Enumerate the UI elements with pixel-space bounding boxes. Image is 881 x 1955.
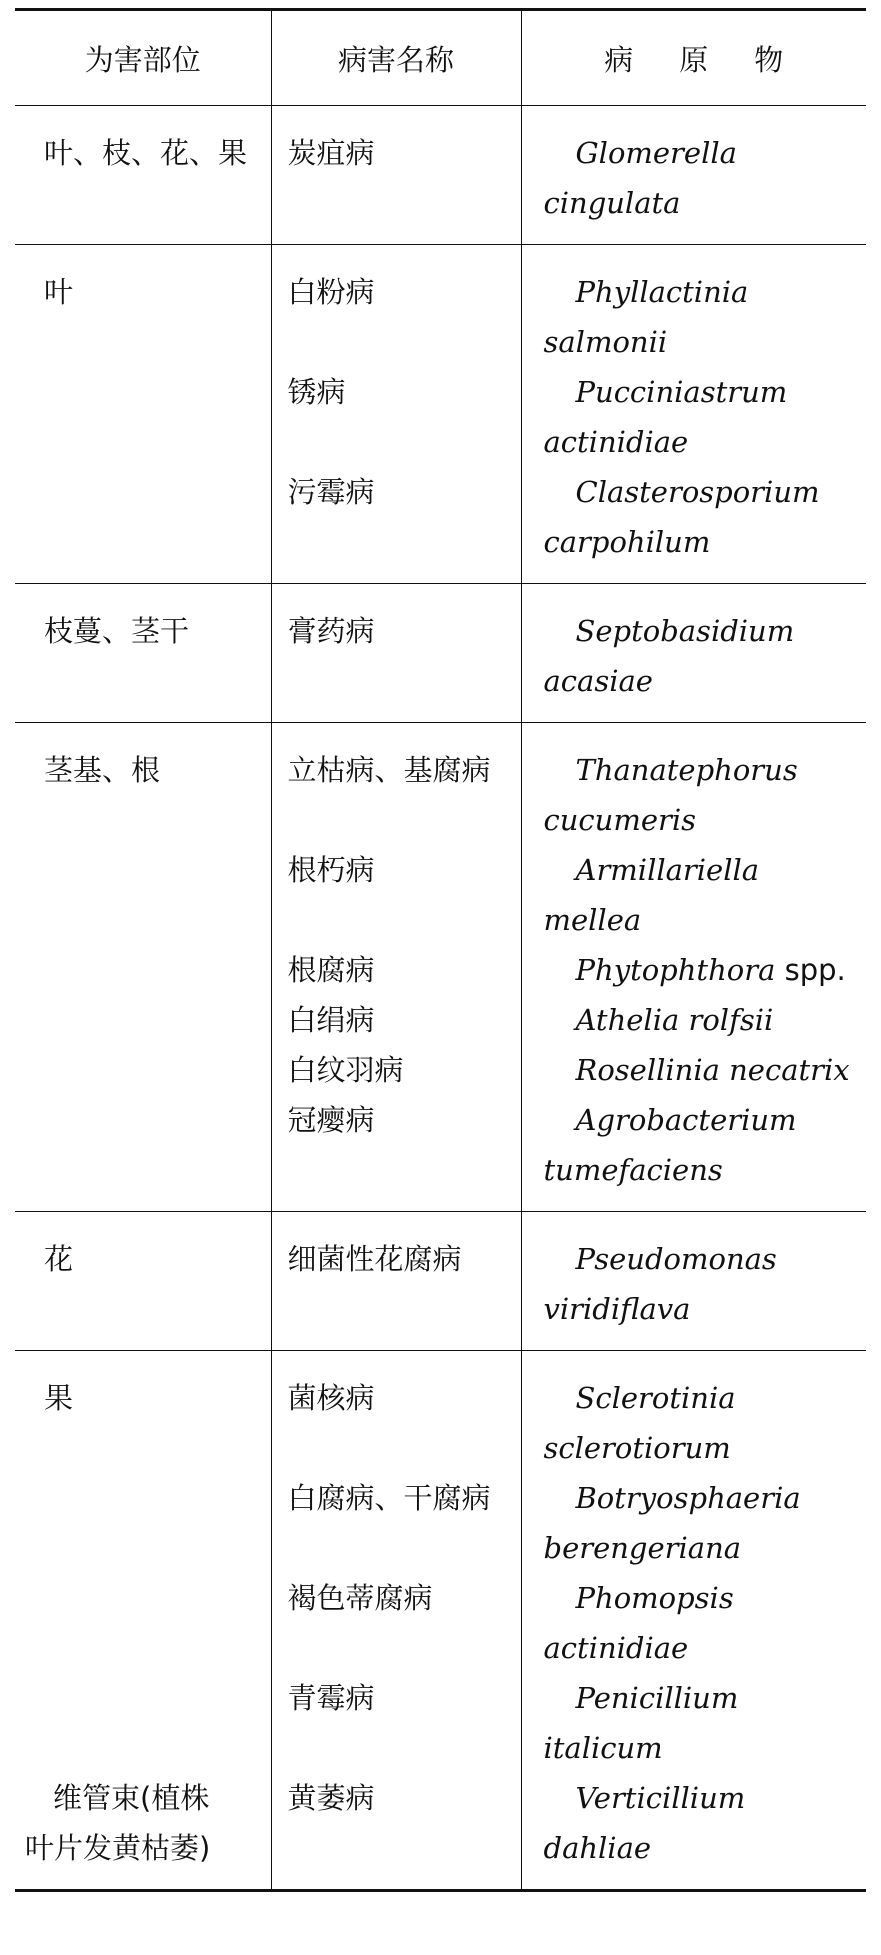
pathogen-name: Clasterosporium <box>575 475 820 509</box>
pathogen-genus: Phytophthora <box>575 953 776 987</box>
pathogen-name-cont: cingulata <box>543 186 681 220</box>
pathogen-name-cont: mellea <box>543 903 642 937</box>
pathogen-name-cont: viridiflava <box>543 1292 691 1326</box>
pathogen-name: Agrobacterium <box>575 1103 797 1137</box>
pathogen-spp: spp. <box>784 953 846 987</box>
table-row <box>15 723 866 1212</box>
pathogen-name-cont: berengeriana <box>543 1531 742 1565</box>
header-row <box>15 10 866 106</box>
disease-name: 污霉病 <box>287 475 375 509</box>
part-cell: 叶 <box>44 275 74 309</box>
disease-name: 冠瘿病 <box>287 1103 375 1137</box>
pathogen-name: Phomopsis <box>575 1581 734 1615</box>
disease-name: 白粉病 <box>287 275 375 309</box>
table-row <box>15 106 866 245</box>
pathogen-name: Botryosphaeria <box>575 1481 801 1515</box>
disease-name: 褐色蒂腐病 <box>287 1581 433 1615</box>
pathogen-name: Penicillium <box>575 1681 739 1715</box>
pathogen-name <box>522 945 867 995</box>
pathogen-name-cont: acasiae <box>543 664 653 698</box>
header-pathogen: 病原物 <box>521 10 866 106</box>
pathogen-name-cont: salmonii <box>543 325 668 359</box>
pathogen-name-cont: dahliae <box>543 1831 652 1865</box>
pathogen-name-cont: carpohilum <box>543 525 711 559</box>
disease-name: 黄萎病 <box>287 1781 375 1815</box>
part-cell: 果 <box>44 1381 74 1415</box>
pathogen-name: Pucciniastrum <box>575 375 788 409</box>
pathogen-name: Septobasidium <box>575 614 795 648</box>
disease-name: 细菌性花腐病 <box>287 1242 462 1276</box>
pathogen-name-cont: actinidiae <box>543 425 689 459</box>
table-row <box>15 1351 866 1891</box>
pathogen-name-cont: cucumeris <box>543 803 697 837</box>
disease-name: 青霉病 <box>287 1681 375 1715</box>
disease-name: 白纹羽病 <box>287 1053 404 1087</box>
pathogen-name: Athelia rolfsii <box>575 1003 774 1037</box>
pathogen-name: Phyllactinia <box>575 275 749 309</box>
table-row <box>15 1212 866 1351</box>
pathogen-name: Pseudomonas <box>575 1242 777 1276</box>
disease-name: 菌核病 <box>287 1381 375 1415</box>
table-row <box>15 584 866 723</box>
disease-name: 根腐病 <box>287 953 375 987</box>
header-disease: 病害名称 <box>271 10 521 106</box>
pathogen-name: Thanatephorus <box>575 753 798 787</box>
pathogen-name: Glomerella <box>575 136 737 170</box>
part-cell: 叶、枝、花、果 <box>44 136 248 170</box>
part-cell: 花 <box>44 1242 74 1276</box>
pathogen-name-cont: sclerotiorum <box>543 1431 731 1465</box>
table-row <box>15 245 866 584</box>
disease-name: 立枯病、基腐病 <box>287 753 491 787</box>
pathogen-name: Verticillium <box>575 1781 746 1815</box>
pathogen-name-cont: actinidiae <box>543 1631 689 1665</box>
pathogen-name: Armillariella <box>575 853 760 887</box>
part-cell-vascular: 维管束(植株 <box>53 1781 210 1815</box>
disease-name: 白腐病、干腐病 <box>287 1481 491 1515</box>
disease-name: 膏药病 <box>287 614 375 648</box>
part-cell: 枝蔓、茎干 <box>44 614 190 648</box>
pathogen-name: Sclerotinia <box>575 1381 736 1415</box>
pathogen-name-cont: tumefaciens <box>543 1153 723 1187</box>
disease-table <box>15 8 866 1892</box>
pathogen-name-cont: italicum <box>543 1731 663 1765</box>
header-part: 为害部位 <box>15 10 271 106</box>
disease-name: 炭疽病 <box>287 136 375 170</box>
part-cell: 茎基、根 <box>44 753 161 787</box>
disease-name: 白绢病 <box>287 1003 375 1037</box>
disease-name: 锈病 <box>287 375 346 409</box>
part-cell-vascular-cont: 叶片发黄枯萎) <box>25 1831 211 1865</box>
pathogen-name: Rosellinia necatrix <box>575 1053 850 1087</box>
disease-name: 根朽病 <box>287 853 375 887</box>
